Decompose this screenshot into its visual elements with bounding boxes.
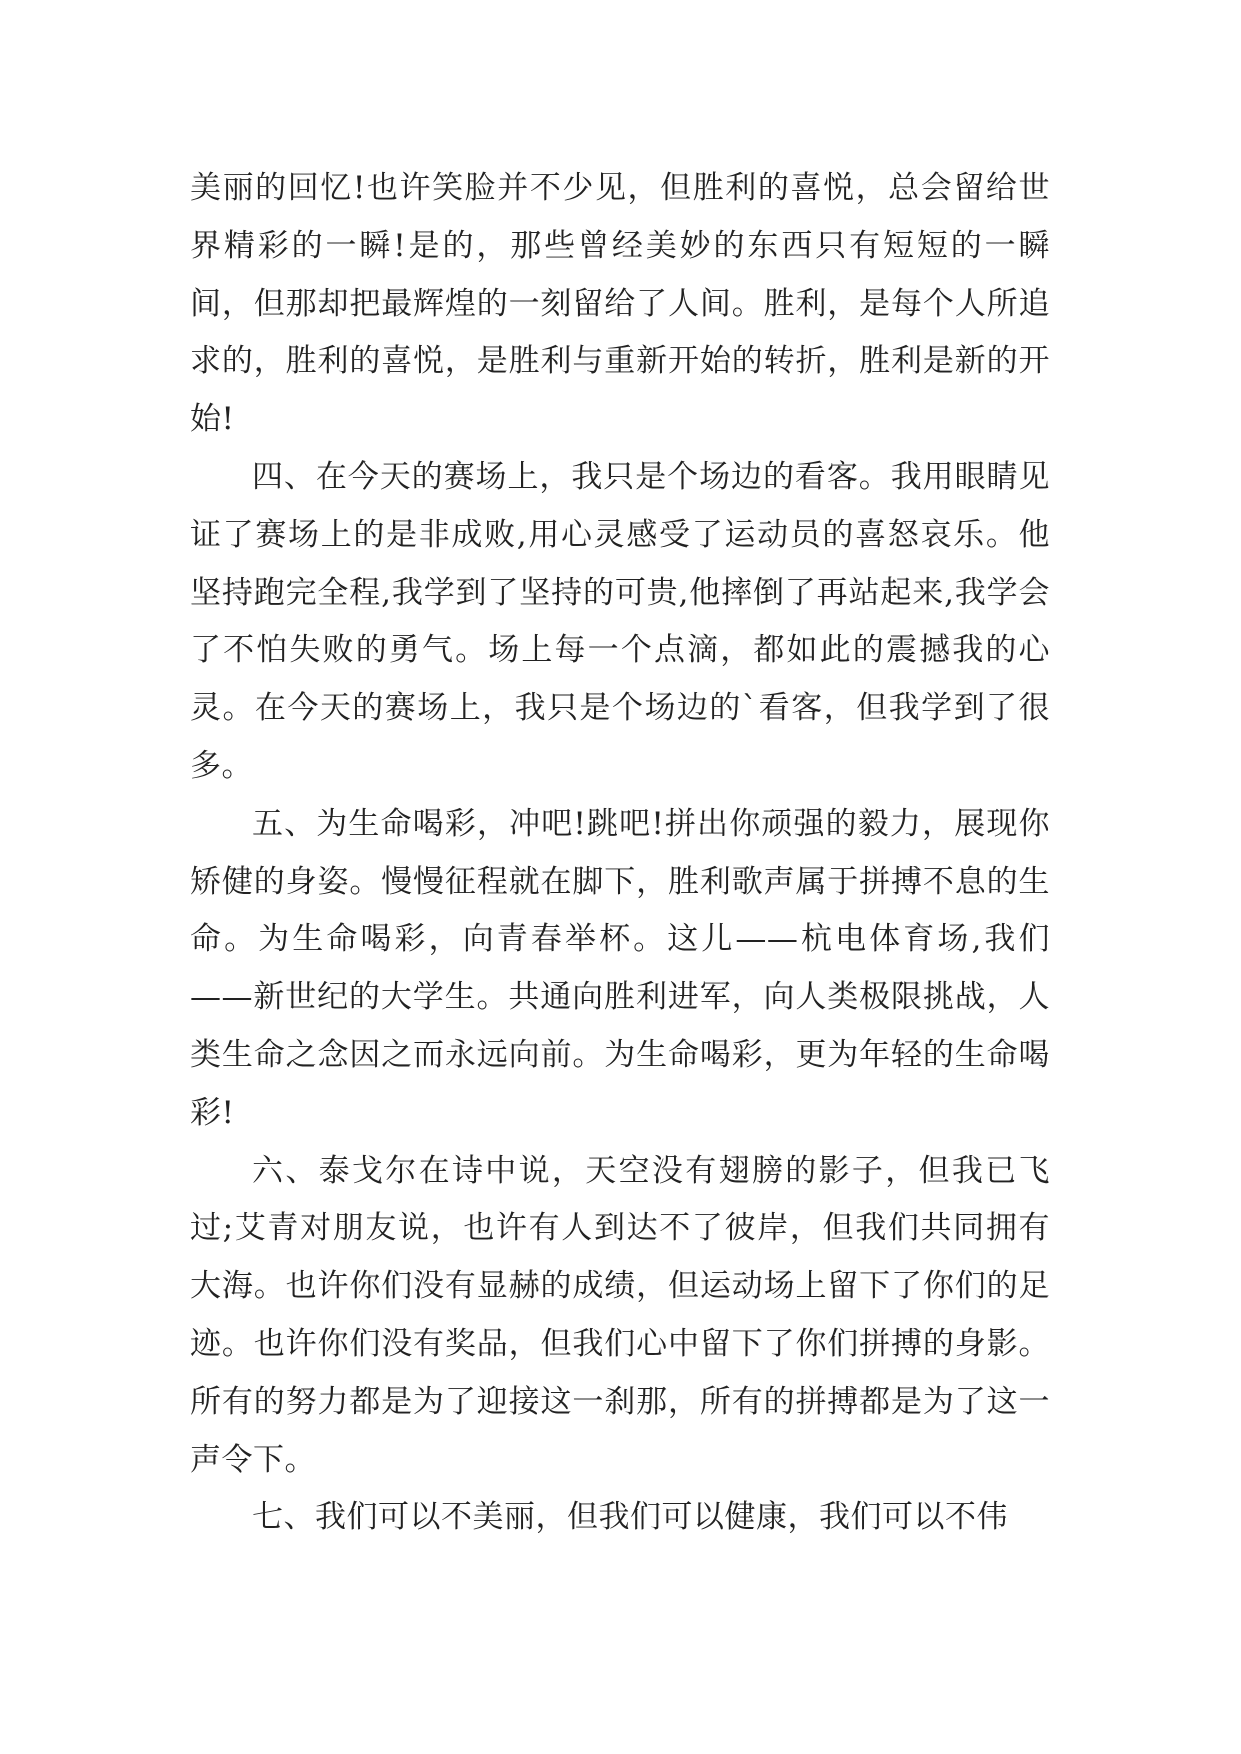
paragraph-seven-health: 七、我们可以不美丽，但我们可以健康，我们可以不伟 [252, 1499, 1008, 1536]
paragraph-six-tagore: 六、泰戈尔在诗中说，天空没有翅膀的影子，但我已飞过;艾青对朋友说，也许有人到达不了彼岸，但我们共同拥有大海。也许你们没有显赫的成绩，但运动场上留下了你们的足迹。也许你们没有奖品，但我们心中留下了你们拼搏的身影。所有的努力都是为了迎接这一刹那，所有的拼搏都是为了这一声令下。 [190, 1152, 1050, 1478]
paragraph-five-cheer-for-life: 五、为生命喝彩，冲吧!跳吧!拼出你顽强的毅力，展现你矫健的身姿。慢慢征程就在脚下，胜利歌声属于拼搏不息的生命。为生命喝彩，向青春举杯。这儿——杭电体育场,我们——新世纪的大学生。共通向胜利进军，向人类极限挑战，人类生命之念因之而永远向前。为生命喝彩，更为年轻的生命喝彩! [190, 805, 1050, 1131]
paragraph-victory-joy: 美丽的回忆!也许笑脸并不少见，但胜利的喜悦，总会留给世界精彩的一瞬!是的，那些曾经美妙的东西只有短短的一瞬间，但那却把最辉煌的一刻留给了人间。胜利，是每个人所追求的，胜利的喜悦，是胜利与重新开始的转折，胜利是新的开始! [190, 170, 1050, 438]
document-body [190, 160, 1050, 1547]
paragraph-four-spectator: 四、在今天的赛场上，我只是个场边的看客。我用眼睛见证了赛场上的是非成败,用心灵感受了运动员的喜怒哀乐。他坚持跑完全程,我学到了坚持的可贵,他摔倒了再站起来,我学会了不怕失败的勇气。场上每一个点滴，都如此的震撼我的心灵。在今天的赛场上，我只是个场边的`看客，但我学到了很多。 [190, 458, 1050, 784]
